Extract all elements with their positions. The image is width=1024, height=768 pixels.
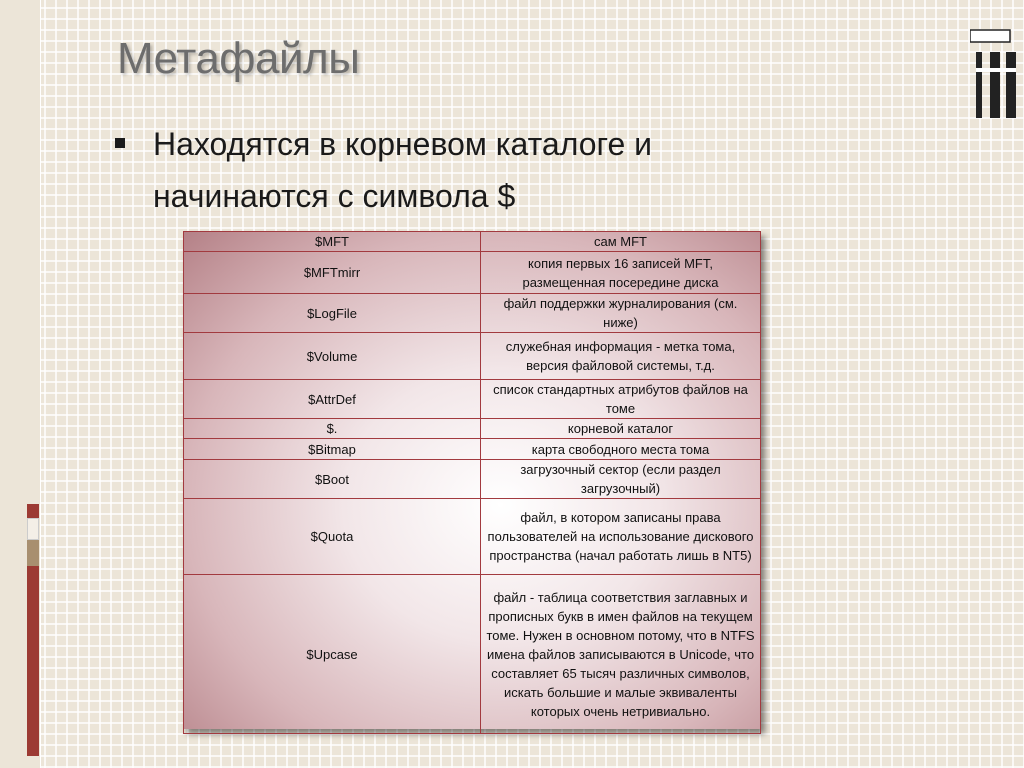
table-cell-name: $Bitmap	[184, 439, 481, 460]
table-cell-desc: файл, в котором записаны права пользователей на использование дискового пространства (начал работать лишь в NT5)	[481, 499, 761, 575]
table-cell-name: $LogFile	[184, 294, 481, 333]
table-cell-name: $MFT	[184, 232, 481, 252]
table-row	[184, 575, 761, 734]
table-row	[184, 499, 761, 575]
table-cell-desc: служебная информация - метка тома, версия файловой системы, т.д.	[481, 333, 761, 380]
accent-bar-red-top	[27, 504, 39, 518]
table-cell-name: $Upcase	[184, 575, 481, 734]
accent-bar-red-bottom	[27, 566, 39, 756]
table-cell-name: $Volume	[184, 333, 481, 380]
side-accent-bars	[27, 504, 39, 754]
table-cell-desc: файл поддержки журналирования (см. ниже)	[481, 294, 761, 333]
table-row	[184, 294, 761, 333]
bullet-text: Находятся в корневом каталоге и начинаются с символа $	[153, 126, 653, 214]
table-row	[184, 232, 761, 252]
table-cell-desc: карта свободного места тома	[481, 439, 761, 460]
table-cell-name: $Boot	[184, 460, 481, 499]
table-cell-desc: сам MFT	[481, 232, 761, 252]
table-cell-desc: копия первых 16 записей MFT, размещенная посередине диска	[481, 252, 761, 294]
table-row	[184, 460, 761, 499]
bullet-square-icon	[115, 138, 125, 148]
table-row	[184, 252, 761, 294]
table-row	[184, 333, 761, 380]
table-cell-desc: файл - таблица соответствия заглавных и прописных букв в имен файлов на текущем томе. Нужен в основном потому, что в NTFS имена файлов записываются в Unicode, что составляет 65 тысяч различных символов, искать большие и малые эквиваленты которых очень нетривиально.	[481, 575, 761, 734]
decorative-bars-icon	[970, 28, 1020, 124]
table-cell-desc: корневой каталог	[481, 419, 761, 439]
metafiles-table	[183, 231, 761, 729]
table-row	[184, 419, 761, 439]
table-cell-desc: список стандартных атрибутов файлов на томе	[481, 380, 761, 419]
slide-title: Метафайлы	[117, 34, 360, 83]
table-cell-name: $MFTmirr	[184, 252, 481, 294]
accent-bar-tan	[27, 540, 39, 566]
table-cell-name: $.	[184, 419, 481, 439]
table-cell-desc: загрузочный сектор (если раздел загрузочный)	[481, 460, 761, 499]
table-cell-name: $AttrDef	[184, 380, 481, 419]
table-cell-name: $Quota	[184, 499, 481, 575]
table-row	[184, 380, 761, 419]
accent-bar-white	[27, 518, 39, 540]
table-row	[184, 439, 761, 460]
